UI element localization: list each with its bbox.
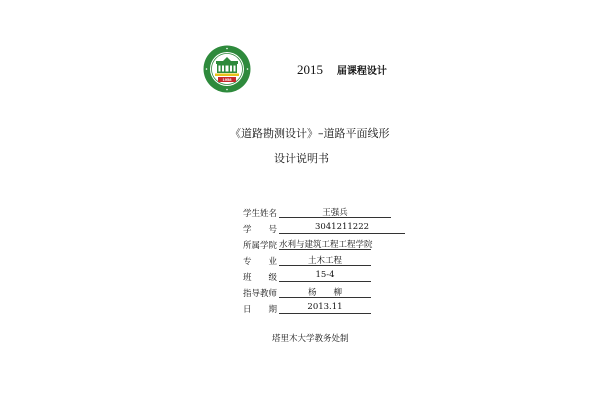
info-value: 土木工程 <box>279 254 371 266</box>
issuer-footer: 塔里木大学教务处制 <box>272 334 349 344</box>
info-label: 学 号 <box>243 225 278 235</box>
info-value: 15-4 <box>279 270 371 282</box>
document-title: 《道路勘测设计》–道路平面线形 <box>230 127 390 140</box>
info-label: 所属学院 <box>243 241 278 251</box>
student-info-block <box>243 207 433 319</box>
info-row-college <box>243 239 433 255</box>
info-row-class <box>243 271 433 287</box>
info-value: 3041211222 <box>279 222 405 234</box>
document-subtitle: 设计说明书 <box>274 152 329 165</box>
info-label: 学生姓名 <box>243 209 278 219</box>
info-value: 杨 柳 <box>279 286 371 298</box>
info-label: 指导教师 <box>243 289 278 299</box>
info-row-student-name <box>243 207 433 223</box>
header <box>297 62 387 78</box>
info-label: 班 级 <box>243 273 278 283</box>
info-label: 日 期 <box>243 305 278 315</box>
info-value: 2013.11 <box>279 302 371 314</box>
university-seal-logo <box>203 45 251 93</box>
info-row-date <box>243 303 433 319</box>
info-value: 水利与建筑工程工程学院 <box>279 240 373 250</box>
header-year: 2015 <box>297 62 323 77</box>
info-row-major <box>243 255 433 271</box>
info-label: 专 业 <box>243 257 278 267</box>
info-row-advisor <box>243 287 433 303</box>
info-value: 王强兵 <box>279 206 391 218</box>
header-label: 届课程设计 <box>336 66 387 77</box>
info-row-student-id <box>243 223 433 239</box>
seal-year: 1958 <box>222 77 232 82</box>
